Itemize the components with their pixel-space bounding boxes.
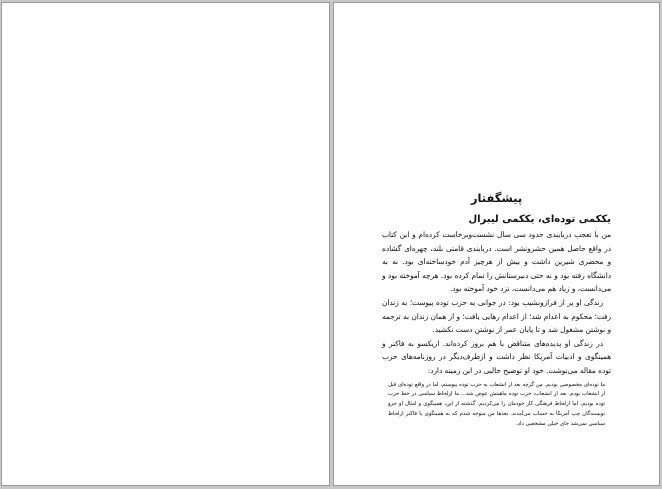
block-quote: ما توده‌ای مخصوصی بودیم. من گرچه بعد از انشعاب به حزب توده پیوستم، اما در واقع توده‌ای قبل از انشعاب بودم. بعد از انشعاب، حزب توده ماهیتش عوض شد... ما ازلحاظ سیاسی در خط حزب توده بودیم، اما ازلحاظ فرهنگی کار خودمان را می‌کردیم. گذشته از این، همینگوی و امثال او جزو نویسندگان چپ آمریکا به حساب می‌آمدند. بعدها من متوجه شدم که به همینگوی یا فاکنر ازلحاظ سیاسی نمی‌شد جای خیلی مشخصی داد. — [388, 381, 605, 427]
right-page — [333, 2, 660, 486]
paragraph: در زندگی او پدیده‌های متناقض با هم بروز کرده‌اند. ازیکسو به فاکنر و همینگوی و ادبیات آمریکا نظر داشت و ازطرف‌دیگر در روزنامه‌های حزب توده مقاله می‌نوشت. خود او توضیح جالبی در این زمینه دارد: — [382, 338, 611, 375]
page-heading: پیشگفتار — [470, 191, 523, 205]
paragraph: زندگی او پر از فرازونشیب بود: در جوانی به حزب توده پیوست؛ به زندان رفت؛ محکوم به اعدام شد؛ از اعدام رهایی یافت؛ و از همان زندان به ترجمه و نوشتن مشغول شد و تا پایان عمر از نوشتن دست نکشید. — [382, 297, 611, 335]
section-subheading: یککمی توده‌ای، یککمی لیبرال — [468, 214, 611, 225]
left-page — [1, 2, 330, 486]
page-content — [382, 191, 611, 430]
paragraph: من با تعجب دربایندی حدود سی سال نشست‌وبرخاست کرده‌ام و این کتاب در واقع حاصل همین حشرونشر است. دربایندی قامتی بلند، چهره‌ای گشاده و محضری شیرین داشت و بیش از هرچیز آدم خودساخته‌ای بود. نه به دانشگاه رفته بود و نه حتی دبیرستانش را تمام کرده بود. هرچه آموخته بود و می‌دانست، و زیاد هم می‌دانست، نزد خود آموخته بود. — [382, 230, 611, 294]
